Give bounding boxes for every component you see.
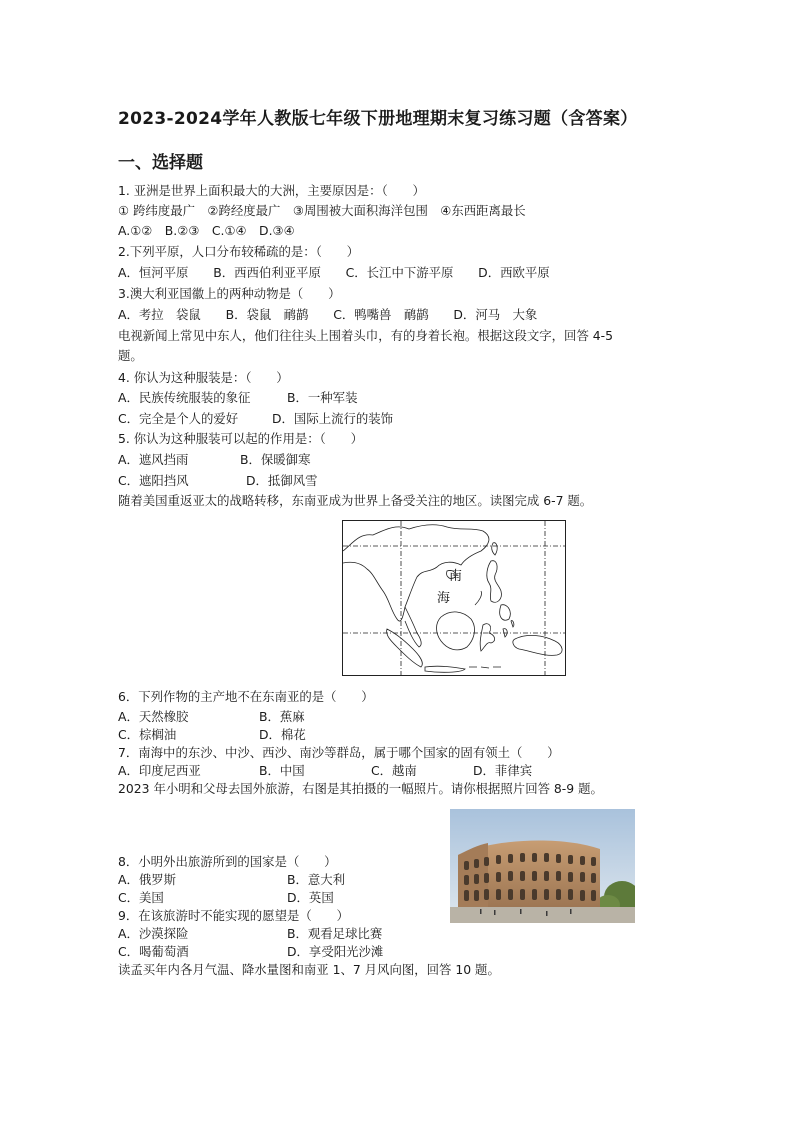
mainland-coast bbox=[343, 525, 489, 621]
q7-option-b: B．中国 bbox=[259, 763, 305, 778]
q3-options: A．考拉 袋鼠 B．袋鼠 鸸鹋 C．鸭嘴兽 鸸鹋 D．河马 大象 bbox=[118, 307, 538, 322]
map-label-nan: 南 bbox=[449, 569, 463, 584]
passage-6-7: 随着美国重返亚太的战略转移，东南亚成为世界上备受关注的地区。读图完成 6-7 题。 bbox=[118, 493, 593, 508]
q7-stem: 7．南海中的东沙、中沙、西沙、南沙等群岛，属于哪个国家的固有领土（ ） bbox=[118, 745, 560, 760]
q8-option-d: D．英国 bbox=[287, 890, 334, 905]
map-label-hai: 海 bbox=[437, 591, 451, 606]
q5-option-d: D．抵御风雪 bbox=[246, 473, 318, 488]
philippines-luzon bbox=[487, 561, 502, 603]
q8-option-b: B．意大利 bbox=[287, 872, 346, 887]
sulawesi-island bbox=[480, 624, 494, 651]
q6-option-a: A．天然橡胶 bbox=[118, 709, 189, 724]
q8-option-a: A．俄罗斯 bbox=[118, 872, 177, 887]
q4-option-a: A．民族传统服装的象征 bbox=[118, 390, 251, 405]
colosseum-photo bbox=[450, 809, 635, 923]
philippines-mindanao bbox=[500, 605, 511, 621]
q7-option-a: A．印度尼西亚 bbox=[118, 763, 201, 778]
q9-option-b: B．观看足球比赛 bbox=[287, 926, 383, 941]
passage-10: 读孟买年内各月气温、降水量图和南亚 1、7 月风向图，回答 10 题。 bbox=[118, 962, 500, 977]
q9-option-d: D．享受阳光沙滩 bbox=[287, 944, 384, 959]
q6-option-d: D．棉花 bbox=[259, 727, 306, 742]
q1-options: A.①② B.②③ C.①④ D.③④ bbox=[118, 223, 295, 238]
q1-stem: 1. 亚洲是世界上面积最大的大洲，主要原因是：（ ） bbox=[118, 183, 425, 198]
q3-stem: 3.澳大利亚国徽上的两种动物是（ ） bbox=[118, 286, 341, 301]
taiwan-island bbox=[492, 543, 497, 555]
q7-option-d: D．菲律宾 bbox=[473, 763, 533, 778]
q9-option-a: A．沙漠探险 bbox=[118, 926, 189, 941]
q8-option-c: C．美国 bbox=[118, 890, 164, 905]
southeast-asia-map bbox=[342, 520, 566, 676]
q8-stem: 8．小明外出旅游所到的国家是（ ） bbox=[118, 854, 337, 869]
new-guinea-island bbox=[513, 635, 562, 655]
q6-option-c: C．棕榈油 bbox=[118, 727, 177, 742]
palawan bbox=[475, 591, 482, 605]
malay-peninsula bbox=[405, 607, 421, 647]
moluccas-islands bbox=[503, 621, 514, 637]
q4-option-b: B．一种军装 bbox=[287, 390, 358, 405]
q5-option-b: B．保暖御寒 bbox=[240, 452, 311, 467]
borneo-island bbox=[437, 612, 475, 650]
southeast-asia-map-drawing bbox=[343, 521, 565, 675]
q2-stem: 2.下列平原，人口分布较稀疏的是：（ ） bbox=[118, 244, 360, 259]
q4-option-d: D．国际上流行的装饰 bbox=[272, 411, 394, 426]
passage-8-9: 2023 年小明和父母去国外旅游，右图是其拍摄的一幅照片。请你根据照片回答 8-9 题。 bbox=[118, 781, 603, 796]
q6-stem: 6．下列作物的主产地不在东南亚的是（ ） bbox=[118, 689, 374, 704]
section-heading: 一、选择题 bbox=[118, 153, 203, 173]
q4-option-c: C．完全是个人的爱好 bbox=[118, 411, 239, 426]
page-title: 2023-2024学年人教版七年级下册地理期末复习练习题（含答案） bbox=[118, 109, 638, 129]
q5-option-a: A．遮风挡雨 bbox=[118, 452, 189, 467]
sumatra-island bbox=[387, 629, 423, 667]
lesser-sunda-islands bbox=[469, 667, 501, 668]
q2-options: A．恒河平原 B．西西伯利亚平原 C．长江中下游平原 D．西欧平原 bbox=[118, 265, 550, 280]
passage-4-5-line1: 电视新闻上常见中东人，他们往往头上围着头巾，有的身着长袍。根据这段文字，回答 4-5 bbox=[118, 328, 614, 343]
q6-option-b: B．蕉麻 bbox=[259, 709, 305, 724]
q4-stem: 4. 你认为这种服装是：（ ） bbox=[118, 370, 289, 385]
java-island bbox=[425, 666, 465, 672]
colosseum-photo-drawing bbox=[450, 809, 635, 923]
q5-stem: 5. 你认为这种服装可以起的作用是：（ ） bbox=[118, 431, 363, 446]
q9-option-c: C．喝葡萄酒 bbox=[118, 944, 189, 959]
q9-stem: 9．在该旅游时不能实现的愿望是（ ） bbox=[118, 908, 349, 923]
q5-option-c: C．遮阳挡风 bbox=[118, 473, 189, 488]
q7-option-c: C．越南 bbox=[371, 763, 417, 778]
q1-statements: ① 跨纬度最广 ②跨经度最广 ③周围被大面积海洋包围 ④东西距离最长 bbox=[118, 203, 526, 218]
passage-4-5-line2: 题。 bbox=[118, 348, 143, 363]
